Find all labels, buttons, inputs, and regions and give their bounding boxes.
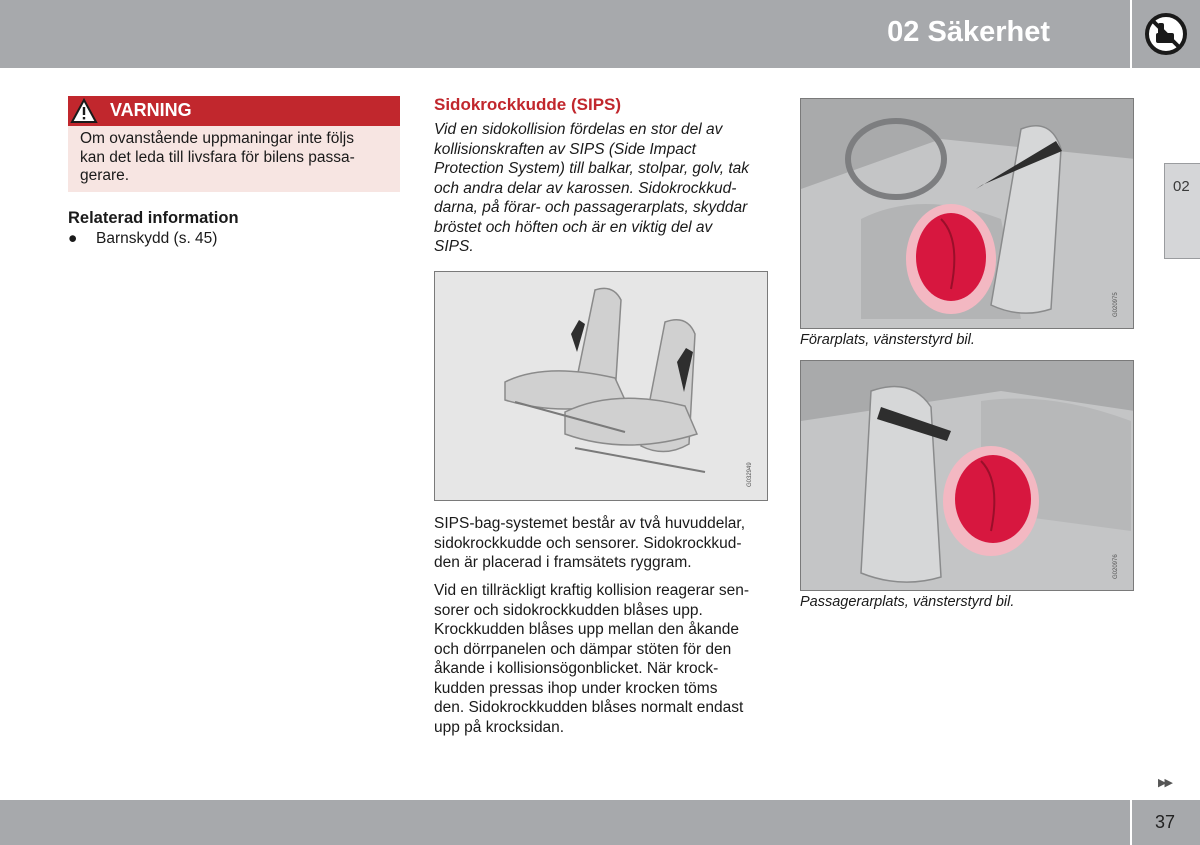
header-bar: [0, 0, 1130, 68]
text-line: Vid en tillräckligt kraftig kollision reagerar sen-: [434, 582, 750, 599]
intro-line: darna, på förar- och passagerarplats, skyddar: [434, 199, 748, 216]
intro-line: och andra delar av karossen. Sidokrockkud-: [434, 179, 737, 197]
header-icon-box: [1132, 0, 1200, 68]
intro-line: SIPS.: [434, 238, 474, 255]
page-number: 37: [1155, 812, 1176, 832]
figure-caption: Passagerarplats, vänsterstyrd bil.: [800, 594, 1015, 610]
warning-text: [68, 126, 400, 192]
related-link-label: Barnskydd (s. 45): [96, 230, 218, 247]
warning-label: VARNING: [110, 100, 192, 120]
side-tab-label: 02: [1173, 178, 1190, 195]
intro-line: Protection System) till balkar, stolpar, golv, tak: [434, 160, 750, 177]
text-line: åkande i kollisionsögonblicket. När krock-: [434, 660, 719, 677]
driver-airbag-illustration: [800, 98, 1134, 329]
warning-line: kan det leda till livsfara för bilens passa-: [80, 148, 355, 166]
intro-line: kollisionskraften av SIPS (Side Impact: [434, 140, 696, 158]
related-link[interactable]: [68, 230, 217, 248]
figure-code: G032949: [747, 462, 753, 487]
section-title: Sidokrockkudde (SIPS): [434, 95, 622, 114]
seats-drawing: [435, 272, 768, 501]
footer-bar: [0, 800, 1130, 845]
double-arrow-icon[interactable]: ▶▶: [1158, 777, 1171, 789]
paragraph: [434, 514, 774, 573]
bullet: ●: [68, 230, 78, 247]
intro-line: bröstet och höften och är en viktig del av: [434, 218, 713, 236]
chapter-title: 02 Säkerhet: [887, 16, 1050, 48]
paragraph: [434, 581, 774, 737]
text-line: SIPS-bag-systemet består av två huvuddelar,: [434, 515, 746, 532]
text-line: och dörrpanelen och dämpar stöten för den: [434, 640, 732, 658]
seats-illustration: [434, 271, 768, 501]
text-line: den. Sidokrockkudden blåses normalt endast: [434, 699, 744, 716]
text-line: kudden pressas ihop under krocken töms: [434, 679, 718, 697]
passenger-airbag-illustration: [800, 360, 1134, 591]
warning-line: gerare.: [80, 167, 130, 184]
intro-line: Vid en sidokollision fördelas en stor del av: [434, 121, 723, 138]
text-line: den är placerad i framsätets ryggram.: [434, 554, 692, 571]
warning-triangle-icon: [70, 98, 98, 124]
text-line: upp på krocksidan.: [434, 718, 565, 736]
warning-header: [68, 96, 400, 126]
passenger-drawing: [801, 361, 1134, 591]
no-child-seat-icon: [1143, 11, 1189, 57]
figure-code: G020976: [1113, 554, 1119, 579]
chapter-side-tab[interactable]: [1164, 163, 1200, 259]
sips-intro: [434, 120, 774, 257]
figure-code: G020975: [1113, 292, 1119, 317]
figure-caption: Förarplats, vänsterstyrd bil.: [800, 332, 975, 348]
text-line: Krockkudden blåses upp mellan den åkande: [434, 621, 740, 638]
driver-drawing: [801, 99, 1134, 329]
text-line: sidokrockkudde och sensorer. Sidokrockkud-: [434, 534, 742, 552]
text-line: sorer och sidokrockkudden blåses upp.: [434, 601, 703, 619]
related-info-title: Relaterad information: [68, 209, 239, 227]
warning-line: Om ovanstående uppmaningar inte följs: [80, 130, 354, 147]
